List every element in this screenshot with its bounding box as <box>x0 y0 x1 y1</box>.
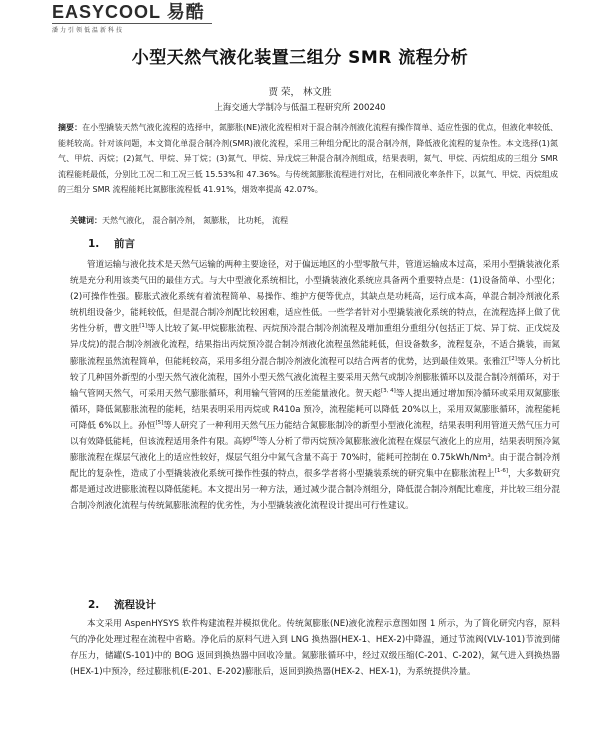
text-run: 等人分析了带丙烷预冷氮膨胀液化流程在煤层气液化上的应用，结果表明预冷氮膨胀流程在煤层气液化上的适应性较好，煤层气组分中氮气含量不高于 70%时，能耗可控制在 0.75kWh/Nm³。由于混合制冷剂配比的复杂性，造成了小型撬装液化系统可操作性强的特点，很多学者将小型撬装系统的研究集中在膨胀流程上 <box>70 437 560 480</box>
keywords-text: 天然气液化， 混合制冷剂， 氮膨胀， 比功耗， 流程 <box>102 216 289 225</box>
citation: [1] <box>139 323 147 330</box>
citation: [6] <box>250 436 259 443</box>
introduction-paragraph <box>70 257 560 515</box>
text-run: 等人比较了氮-甲烷膨胀流程、丙烷预冷混合制冷剂流程及增加重组分重组分(包括正丁烷、异丁烷、正戊烷及异戊烷)的混合制冷剂液化流程，结果指出丙烷预冷混合制冷剂液化流程虽然能耗低，但设备数多，流程复杂，不适合撬装，而氮膨胀流程虽然流程简单，但能耗较高，采用多组分混合制冷剂液化流程可以结合两者的优势，达到最佳效果。张雅江 <box>70 324 560 367</box>
text-run: 管道运输与液化技术是天然气运输的两种主要途径，对于偏远地区的小型零散气井，管道运输成本过高，采用小型撬装液化系统是充分利用该类气田的最佳方式。与大中型液化系统相比，小型撬装液化系统应具备两个重要特点是：(1)设备简单、小型化；(2)可操作性强。膨胀式液化系统有着流程简单、易操作、维护方便等优点，其缺点是功耗高，运行成本高，单混合制冷剂液化系统机组设备少，能耗较低，但是混合制冷剂配比较困难，适应性低。一些学者针对小型撬装液化系统的特点，在流程选择上做了优劣性分析，曹文胜 <box>70 260 560 335</box>
citation: [5] <box>155 420 164 427</box>
section-heading-introduction <box>88 236 135 251</box>
keywords-label: 关键词： <box>70 216 102 225</box>
journal-logo <box>52 2 222 34</box>
logo-tagline: 潘力引领低温新科技 <box>52 27 125 34</box>
abstract <box>58 120 558 198</box>
authors: 贾 荣， 林文胜 <box>268 87 332 98</box>
citation: [2] <box>509 355 517 362</box>
abstract-label: 摘要： <box>58 123 83 132</box>
section-title: 流程设计 <box>114 599 156 611</box>
section-title: 前言 <box>114 238 135 250</box>
text-run: 等人研究了一种利用天然气压力能结合氮膨胀制冷的新型小型液化流程，结果表明利用管道天然气压力可以有效降低能耗，但该流程适用条件有限。高婷 <box>70 420 560 448</box>
paper-title: 小型天然气液化装置三组分 SMR 流程分析 <box>131 48 469 68</box>
section-number: 2. <box>88 599 100 611</box>
logo-text: EASYCOOL 易酷 <box>52 2 205 22</box>
text-run: ，大多数研究都是通过改进膨胀流程以降低能耗。本文提出另一种方法，通过减少混合制冷剂组分，降低混合制冷剂配比难度，并比较三组分混合制冷剂液化流程与传统氮膨胀流程的优劣性，为小型撬装液化流程设计提出可行性建议。 <box>70 469 560 512</box>
abstract-text: 在小型撬装天然气液化流程的选择中，氮膨胀(NE)液化流程相对于混合制冷剂液化流程有操作简单、适应性强的优点，但液化率较低、能耗较高。针对该问题，本文简化单混合制冷剂(SMR)液化流程，采用三种组分配比的混合制冷剂，降低液化流程的复杂性。本文选择(1)氮气、甲烷、丙烷；(2)氮气、甲烷、异丁烷；(3)氮气、甲烷、异戊烷三种混合制冷剂组成，结果表明，氮气、甲烷、丙烷组成的三组分 SMR 流程能耗最低，分别比工况二和工况三低 15.53%和 47.36%。与传统氮膨胀流程进行对比，在相同液化率条件下，以氮气、甲烷、丙烷组成的三组分 SMR 流程能耗比氮膨胀流程低 41.91%，烟效率提高 42.07%。 <box>58 123 558 195</box>
introduction-body <box>70 257 560 515</box>
section-heading-process-design <box>88 597 156 612</box>
text-run: 等人提出通过增加预冷循环或采用双氮膨胀循环，降低氮膨胀流程的能耗，结果表明采用丙烷或 R410a 预冷，流程能耗可以降低 20%以上，采用双氮膨胀循环，流程能耗可降低 6%以上。孙恒 <box>70 388 560 431</box>
section-number: 1. <box>88 238 100 250</box>
logo-divider <box>52 23 212 24</box>
citation: [1-6] <box>494 468 508 475</box>
process-design-body <box>70 616 560 680</box>
process-design-paragraph: 本文采用 AspenHYSYS 软件构建流程并模拟优化。传统氮膨胀(NE)液化流程示意图如图 1 所示，为了简化研究内容，原料气的净化处理过程在流程中省略。净化后的原料气进入到 LNG 换热器(HEX-1、HEX-2)中降温，通过节流阀(VLV-101)节流到储存压力，储罐(S-101)中的 BOG 返回到换热器中回收冷量。氮膨胀循环中，经过双级压缩(C-201、C-202)，氮气进入到换热器(HEX-1)中预冷，经过膨胀机(E-201、E-202)膨胀后，返回到换热器(HEX-2、HEX-1)，为系统提供冷量。 <box>70 619 560 678</box>
keywords <box>70 215 550 226</box>
citation: [3, 4] <box>381 387 396 394</box>
text-run: 等人分析比较了几种国外新型的小型天然气液化流程，国外小型天然气液化流程主要采用天然气或制冷剂膨胀循环以及混合制冷剂循环，对于输气管网天然气，可采用天然气膨胀循环，利用输气管网的压差能量液化。贺天彪 <box>70 356 560 399</box>
affiliation: 上海交通大学制冷与低温工程研究所 200240 <box>214 103 386 113</box>
